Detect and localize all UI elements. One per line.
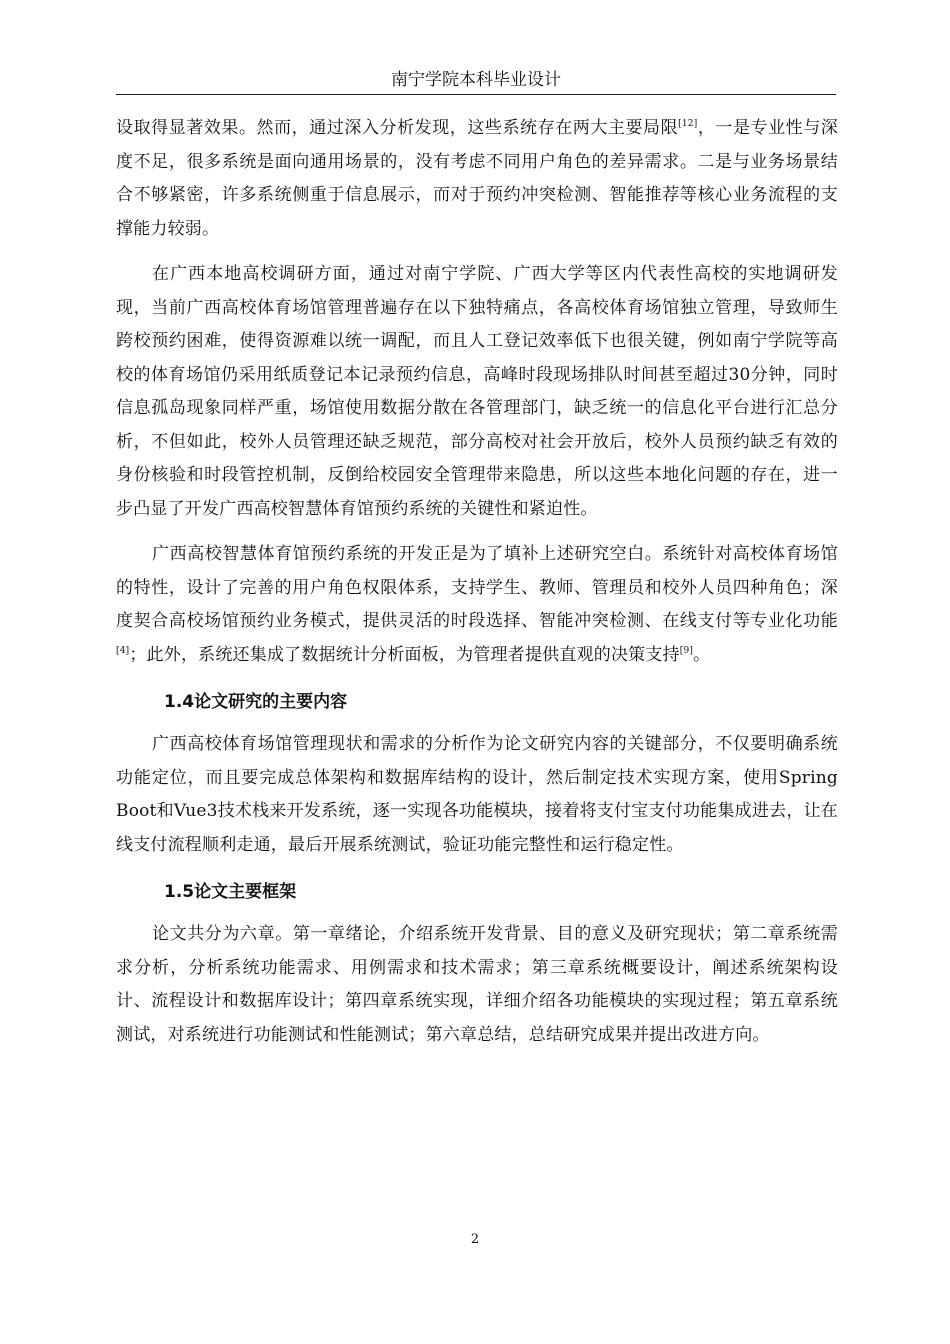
paragraph-thesis-framework: 论文共分为六章。第一章绪论，介绍系统开发背景、目的意义及研究现状；第二章系统需求分析，分析系统功能需求、用例需求和技术需求；第三章系统概要设计，阐述系统架构设计、流程设计和数据库设计；第四章系统实现，详细介绍各功能模块的实现过程；第五章系统测试，对系统进行功能测试和性能测试；第六章总结，总结研究成果并提出改进方向。	[116, 924, 838, 1045]
citation-ref: [12]	[678, 119, 698, 129]
paragraph-local-survey: 在广西本地高校调研方面，通过对南宁学院、广西大学等区内代表性高校的实地调研发现，当前广西高校体育场馆管理普遍存在以下独特痛点，各高校体育场馆独立管理，导致师生跨校预约困难，使得资源难以统一调配，而且人工登记效率低下也很关键，例如南宁学院等高校的体育场馆仍采用纸质登记本记录预约信息，高峰时段现场排队时间甚至超过30分钟，同时信息孤岛现象同样严重，场馆使用数据分散在各管理部门，缺乏统一的信息化平台进行汇总分析，不但如此，校外人员管理还缺乏规范，部分高校对社会开放后，校外人员预约缺乏有效的身份核验和时段管控机制，反倒给校园安全管理带来隐患，所以这些本地化问题的存在，进一步凸显了开发广西高校智慧体育馆预约系统的关键性和紧迫性。	[116, 264, 838, 519]
section-heading-1-5: 1.5论文主要框架	[164, 882, 297, 902]
paragraph-system-purpose	[116, 538, 838, 672]
paragraph-text: ，一是专业性与深度不足，很多系统是面向通用场景的，没有考虑不同用户角色的差异需求。二是与业务场景结合不够紧密，许多系统侧重于信息展示，而对于预约冲突检测、智能推荐等核心业务流程的支撑能力较弱。	[116, 118, 838, 239]
paragraph-text: 设取得显著效果。然而，通过深入分析发现，这些系统存在两大主要局限	[116, 118, 679, 138]
paragraph-text: 广西高校智慧体育馆预约系统的开发正是为了填补上述研究空白。系统针对高校体育场馆的特性，设计了完善的用户角色权限体系，支持学生、教师、管理员和校外人员四种角色；深度契合高校场馆预约业务模式，提供灵活的时段选择、智能冲突检测、在线支付等专业化功能	[116, 544, 838, 631]
paragraph-text: 。	[693, 644, 711, 665]
page-header: 南宁学院本科毕业设计	[116, 66, 836, 95]
document-body	[116, 112, 838, 1052]
paragraph-research-content: 广西高校体育场馆管理现状和需求的分析作为论文研究内容的关键部分，不仅要明确系统功能定位，而且要完成总体架构和数据库结构的设计，然后制定技术实现方案，使用Spring Boot和Vue3技术栈来开发系统，逐一实现各功能模块，接着将支付宝支付功能集成进去，让在线支付流程顺利走通，最后开展系统测试，验证功能完整性和运行稳定性。	[116, 734, 838, 855]
citation-ref: [4]	[116, 645, 130, 656]
citation-ref: [9]	[679, 645, 694, 656]
paragraph-continued	[116, 112, 838, 246]
paragraph-text: ；此外，系统还集成了数据统计分析面板，为管理者提供直观的决策支持	[129, 644, 680, 665]
page-number: 2	[470, 1232, 480, 1247]
section-heading-1-4: 1.4论文研究的主要内容	[164, 692, 348, 712]
